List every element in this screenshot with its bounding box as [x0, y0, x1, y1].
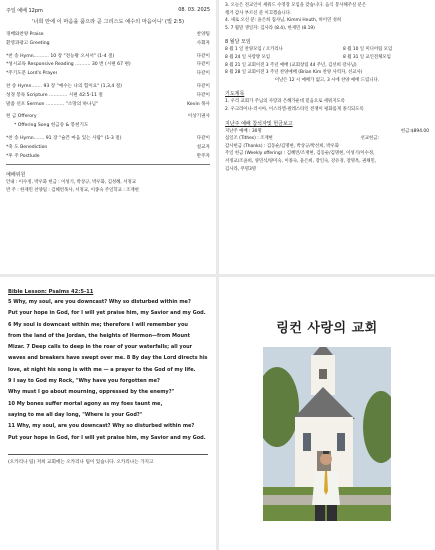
- order-item-label: *주기도문 Lord's Prayer: [6, 71, 58, 77]
- prayer-item: 1. 우리 교회가 주님의 사랑과 은혜가운데 믿음으로 세워지도록: [225, 99, 345, 105]
- church-photo: [263, 347, 391, 521]
- order-item-label: 말씀 선포 Sermon ………… "소망의 하나님": [6, 101, 99, 107]
- announcement-item: 3. 오늘은 전교인이 세워드 수영장 모임을 갖습니다. 음식 봉사해주실 분은: [225, 3, 367, 8]
- offering-total: 헌금:$894.00: [400, 128, 429, 134]
- order-item: [0, 144, 216, 153]
- verse-line: waves and breakers have swept over me. 8 By day the Lord directs his: [8, 355, 208, 362]
- order-item-label: *축 도 Benediction: [6, 144, 48, 150]
- meeting-item: 8 월 10 일 미디어팀 모임: [343, 47, 393, 53]
- verse-line: Why must I go about mourning, oppressed by the enemy?": [8, 389, 175, 396]
- order-item-label: 헌 금 Offerory: [6, 114, 37, 120]
- announcement-list: [219, 2, 435, 32]
- meeting-note: 이날은 12 시 예배가 없고, 3 시에 찬양 예배 드립니다.: [274, 77, 380, 83]
- order-item-label: 찬 송 Hymn……. 93 장 "예수는 나의 힘이요" (1,3,4 절): [6, 83, 122, 89]
- bible-lesson-title: Bible Lesson: Psalms 42:5-11: [8, 289, 94, 295]
- meeting-item: 8 월 1 일 찬양모임 / 오카리나: [225, 47, 283, 53]
- bulletin-page-worship-order: [0, 0, 216, 274]
- order-item-leader: 다같이: [196, 92, 210, 98]
- prayer-title: 기도제목: [225, 91, 245, 98]
- verse-line: 5 Why, my soul, are you downcast? Why so disturbed within me?: [8, 299, 191, 305]
- order-item: [0, 61, 216, 70]
- service-time: 주일 예배 12pm: [6, 8, 43, 14]
- worship-order-list: [0, 31, 216, 161]
- tithe-row: [219, 135, 435, 143]
- order-item-leader: 다같이: [196, 83, 210, 89]
- order-item-label: *성시교독 Responsive Reading ………. 30 번 (시편 67 편): [6, 62, 131, 68]
- church-window: [303, 433, 311, 451]
- bulletin-page-bible-lesson: [0, 277, 216, 550]
- steeple-window: [319, 369, 327, 379]
- divider: [6, 164, 210, 165]
- theme-verse: '너희 안에 이 마음을 품으라 곧 그리스도 예수의 마음이니' (빌 2:5): [31, 19, 184, 25]
- order-item-label: 성경 봉독 Scripture ………… 시편 42:5-11 절: [6, 92, 103, 98]
- verse-line: Mizar. 7 Deep calls to deep in the roar of your waterfalls; all your: [8, 344, 193, 351]
- order-item-leader: Kevin 목사: [187, 101, 210, 107]
- order-item-leader: 사회자: [196, 40, 210, 46]
- verse-line: 9 I say to God my Rock, "Why have you forgotten me?: [8, 378, 160, 385]
- order-item-leader: 설교자: [196, 144, 210, 150]
- order-item: [0, 83, 216, 92]
- service-date: 08. 03. 2025: [178, 7, 210, 13]
- order-item: [0, 122, 216, 131]
- volunteer-line: 반 주 : 한재민 찬양팀 : 김혜빈목사, 서정교, 이종숙 주일학교 : 조재현: [6, 187, 139, 193]
- aug-meetings-title: 8 월달 모임: [225, 39, 251, 46]
- order-item: [0, 113, 216, 122]
- weekly-offering: 주일 헌금 (Weekly offering) : 김혜빈/조재현, 김동순/김명현, 이성기/이수정,: [225, 151, 375, 157]
- order-item: [0, 135, 216, 144]
- order-item-label: 경배와찬양 Praise: [6, 32, 44, 37]
- attendance-row: [219, 128, 435, 136]
- order-item-leader: 이상기권사: [187, 114, 210, 120]
- order-item-leader: 다같이: [196, 53, 210, 59]
- bulletin-page-cover: [219, 277, 435, 550]
- order-item: [0, 153, 216, 162]
- order-item-label: * Offering Song 헌금송 & 봉헌기도: [14, 123, 89, 129]
- order-item-label: *찬 송 Hymn………. 10 장 "전능왕 오셔서" (1-4 절): [6, 53, 115, 59]
- order-item-leader: 반주자: [196, 153, 210, 159]
- prayer-item: 2. 우크라이나-러시아, 이스라엘-팔레스타인 전쟁이 평화롭게 종식되도록: [225, 106, 364, 112]
- person-hair: [323, 451, 329, 454]
- person-leg: [327, 505, 337, 521]
- person-leg: [315, 505, 325, 521]
- order-item: [0, 92, 216, 101]
- verse-line: Put your hope in God, for I will yet praise him, my Savior and my God.: [8, 434, 206, 441]
- thanks-offering: 감사헌금 (Thanks) : 김동순/김명현, 박상규/박선희, 박우화: [225, 143, 339, 149]
- offering-title: 지난주 예배 참석자및 헌금보고: [225, 120, 293, 127]
- meeting-item: 8 월 31 일 교인전체모임: [343, 54, 391, 60]
- church-name: 링컨 사랑의 교회: [276, 321, 378, 336]
- order-item: [0, 53, 216, 62]
- meeting-item: 8 월 21 일 교회이전 3 주년 예배 (교회창립 44 주년, 김선희 강사님): [225, 62, 357, 68]
- person-head: [320, 453, 332, 465]
- weekly-offering: 서정교/조윤희, 양민석/양미숙, 이종숙, 윤은희, 장인숙, 강유경, 장명옥, 권채민,: [225, 158, 377, 164]
- verse-line: love, at night his song is with me — a prayer to the God of my life.: [8, 366, 196, 373]
- verse-line: from the land of the Jordan, the heights of Hermon—from Mount: [8, 332, 190, 339]
- meeting-item: 8 월 28 일 교회이전 3 주년 찬양예배 (Brian Kim 찬양 사역자, 선교사): [225, 70, 363, 76]
- aug-meetings: [219, 46, 435, 61]
- divider: [8, 454, 208, 455]
- meeting-item: 8 월 24 일 사랑방 모임: [225, 54, 271, 60]
- order-item: [0, 31, 216, 40]
- announcement-item: 4. 새로 오신 분: 윤은희 집사님, Kimmi Hnuth, 허이연 성희: [225, 18, 342, 24]
- volunteer-line: 안내 : 이수정, 박우화 헌금 : 이성기, 박상규, 박우화, 김성혜, 서정교: [6, 180, 136, 186]
- mission-offering: 선교헌금:: [360, 136, 379, 142]
- bulletin-page-announcements: [219, 0, 435, 274]
- order-item-leader: 다같이: [196, 62, 210, 68]
- verse-line: saying to me all day long, "Where is your God?": [8, 411, 143, 418]
- order-item-label: *찬 송 Hymn……. 91 장 "슬픈 마음 있는 사람" (1-3 절): [6, 135, 122, 141]
- volunteer-title: 예배위원: [6, 172, 26, 179]
- order-item-label: 환영과광고 Greeting: [6, 40, 50, 46]
- bible-verses: [0, 297, 216, 444]
- ocarina-note: (오카리나 팀) 저희 교회에는 오카리나 팀이 있습니다. 오카리나는 가지고: [8, 459, 154, 465]
- order-item-leader: 다같이: [196, 71, 210, 77]
- tithe: 십일조 (Tithes) : 조재현: [225, 136, 273, 142]
- order-item-leader: 찬양팀: [196, 32, 210, 37]
- verse-line: 6 My soul is downcast within me; therefore I will remember you: [8, 321, 188, 328]
- bulletin-header: [0, 0, 216, 14]
- order-item-leader: 다같이: [196, 135, 210, 141]
- announcement-item: 챙겨 감사 부르신 분 이끄겠습니다.: [225, 10, 292, 16]
- order-item: [0, 101, 216, 110]
- order-item: [0, 40, 216, 49]
- verse-line: 11 Why, my soul, are you downcast? Why so disturbed within me?: [8, 423, 195, 430]
- weekly-offering: 김사라, 무명3명: [225, 166, 257, 172]
- announcement-item: 5. 7 월말 생일자: 김사라 (8.4), 한재민 (8.19): [225, 25, 315, 31]
- order-item: [0, 70, 216, 79]
- verse-line: Put your hope in God, for I will yet praise him, my Savior and my God.: [8, 310, 206, 317]
- attendance: 지난주 예배 : 30명: [225, 128, 262, 134]
- church-photo-illustration: [263, 347, 391, 521]
- order-item-label: *후 주 Postlude: [6, 153, 40, 159]
- verse-line: 10 My bones suffer mortal agony as my foes taunt me,: [8, 400, 163, 407]
- church-window: [337, 433, 345, 451]
